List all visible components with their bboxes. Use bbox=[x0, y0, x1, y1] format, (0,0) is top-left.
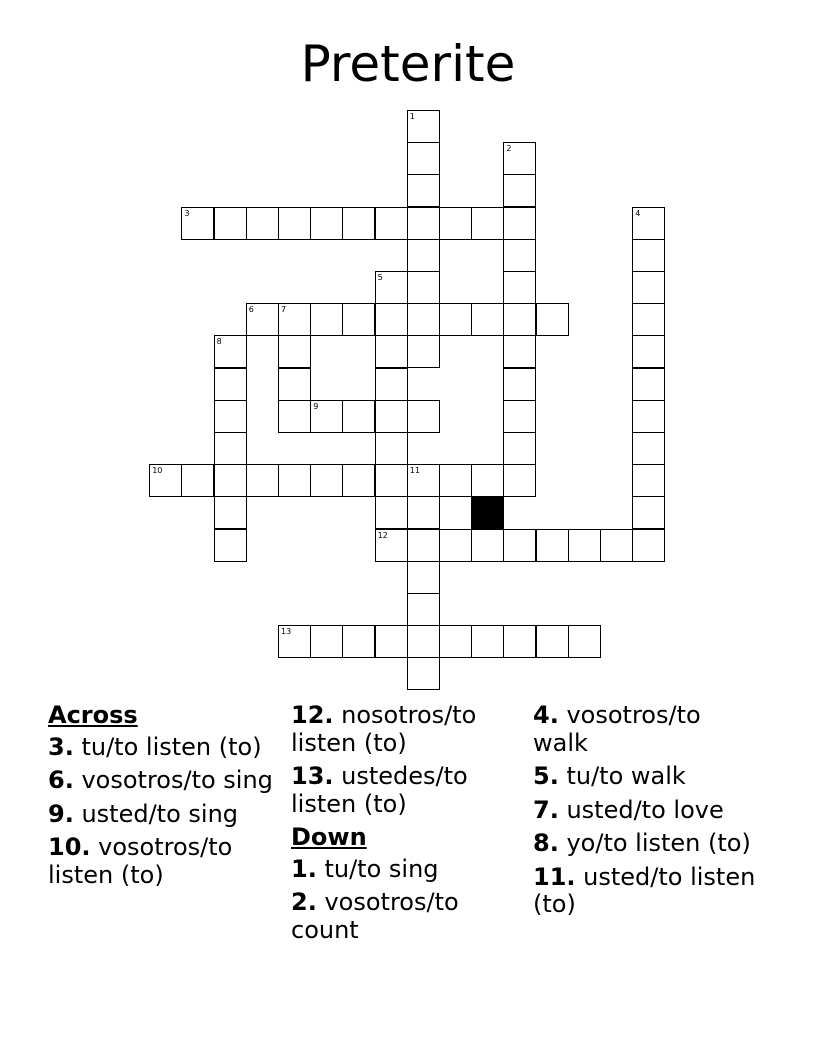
grid-cell[interactable] bbox=[503, 529, 536, 562]
grid-cell[interactable] bbox=[181, 207, 214, 240]
grid-cell[interactable] bbox=[407, 625, 440, 658]
grid-cell[interactable] bbox=[471, 529, 504, 562]
grid-cell[interactable] bbox=[407, 335, 440, 368]
grid-cell[interactable] bbox=[310, 207, 343, 240]
grid-cell[interactable] bbox=[503, 271, 536, 304]
clue-number: 5 bbox=[377, 273, 383, 282]
grid-cell[interactable] bbox=[503, 625, 536, 658]
clue-number: 2 bbox=[506, 144, 512, 154]
grid-cell[interactable] bbox=[439, 207, 472, 240]
grid-cell[interactable] bbox=[632, 239, 665, 272]
grid-cell[interactable] bbox=[536, 529, 569, 562]
grid-cell[interactable] bbox=[503, 142, 536, 175]
grid-cell[interactable] bbox=[214, 496, 247, 529]
grid-cell[interactable] bbox=[439, 625, 472, 658]
grid-cell[interactable] bbox=[407, 400, 440, 433]
clue-across-3: 3. tu/to listen (to) bbox=[48, 732, 262, 761]
grid-cell[interactable] bbox=[503, 207, 536, 240]
grid-cell[interactable] bbox=[632, 432, 665, 465]
grid-cell[interactable] bbox=[568, 625, 601, 658]
grid-cell[interactable] bbox=[407, 561, 440, 594]
grid-cell[interactable] bbox=[246, 464, 279, 497]
grid-cell[interactable] bbox=[471, 464, 504, 497]
clue-across-6: 6. vosotros/to sing bbox=[48, 766, 273, 794]
clue-down-1: 1. tu/to sing bbox=[291, 854, 439, 883]
clue-down-5: 5. tu/to walk bbox=[533, 762, 686, 790]
clue-number: 8 bbox=[216, 337, 222, 347]
grid-cell[interactable] bbox=[503, 303, 536, 336]
grid-cell[interactable] bbox=[375, 335, 408, 368]
grid-cell[interactable] bbox=[310, 625, 343, 658]
grid-cell[interactable] bbox=[278, 464, 311, 497]
grid-cell[interactable] bbox=[407, 207, 440, 240]
grid-cell[interactable] bbox=[214, 335, 247, 368]
grid-cell[interactable] bbox=[214, 464, 247, 497]
clue-number: 6 bbox=[248, 305, 254, 315]
grid-cell[interactable] bbox=[632, 464, 665, 497]
grid-cell[interactable] bbox=[503, 432, 536, 465]
grid-cell[interactable] bbox=[375, 303, 408, 336]
grid-cell[interactable] bbox=[342, 464, 375, 497]
clue-number: 10 bbox=[152, 466, 163, 476]
grid-cell[interactable] bbox=[503, 368, 536, 401]
grid-cell[interactable] bbox=[471, 207, 504, 240]
grid-cell[interactable] bbox=[342, 303, 375, 336]
grid-cell[interactable] bbox=[632, 400, 665, 433]
grid-cell[interactable] bbox=[278, 400, 311, 433]
grid-cell[interactable] bbox=[278, 303, 311, 336]
clue-column-3 bbox=[533, 702, 758, 925]
grid-cell[interactable] bbox=[375, 529, 408, 562]
clue-number: 1 bbox=[409, 112, 415, 121]
clue-down-4: 4. vosotros/to walk bbox=[533, 701, 701, 757]
grid-cell[interactable] bbox=[632, 335, 665, 368]
clue-across-10: 10. vosotros/to listen (to) bbox=[48, 833, 233, 889]
clue-down-2: 2. vosotros/to count bbox=[291, 888, 459, 944]
black-square bbox=[471, 496, 504, 529]
clue-across-9: 9. usted/to sing bbox=[48, 799, 239, 828]
clue-across-12: 12. nosotros/to listen (to) bbox=[291, 701, 477, 757]
grid-cell[interactable] bbox=[503, 174, 536, 207]
clue-across-13: 13. ustedes/to listen (to) bbox=[291, 762, 468, 818]
grid-cell[interactable] bbox=[407, 593, 440, 626]
grid-cell[interactable] bbox=[503, 464, 536, 497]
grid-cell[interactable] bbox=[632, 271, 665, 304]
grid-cell[interactable] bbox=[407, 142, 440, 175]
grid-cell[interactable] bbox=[407, 271, 440, 304]
clue-number: 9 bbox=[313, 401, 319, 411]
grid-cell[interactable] bbox=[568, 529, 601, 562]
grid-cell[interactable] bbox=[214, 368, 247, 401]
grid-cell[interactable] bbox=[632, 529, 665, 562]
grid-cell[interactable] bbox=[632, 368, 665, 401]
grid-cell[interactable] bbox=[471, 625, 504, 658]
grid-cell[interactable] bbox=[536, 625, 569, 658]
grid-cell[interactable] bbox=[246, 207, 279, 240]
grid-cell[interactable] bbox=[632, 207, 665, 240]
clue-number: 4 bbox=[635, 208, 641, 218]
grid-cell[interactable] bbox=[375, 464, 408, 497]
grid-cell[interactable] bbox=[342, 625, 375, 658]
clue-down-8: 8. yo/to listen (to) bbox=[533, 829, 751, 857]
grid-cell[interactable] bbox=[407, 529, 440, 562]
grid-cell[interactable] bbox=[375, 207, 408, 240]
grid-cell[interactable] bbox=[278, 207, 311, 240]
clue-column-2 bbox=[291, 702, 516, 950]
grid-cell[interactable] bbox=[632, 303, 665, 336]
grid-cell[interactable] bbox=[375, 496, 408, 529]
grid-cell[interactable] bbox=[407, 239, 440, 272]
grid-cell[interactable] bbox=[375, 400, 408, 433]
grid-cell[interactable] bbox=[310, 464, 343, 497]
clue-number: 3 bbox=[184, 208, 190, 218]
grid-cell[interactable] bbox=[600, 529, 633, 562]
grid-cell[interactable] bbox=[503, 400, 536, 433]
grid-cell[interactable] bbox=[407, 110, 440, 143]
clue-column-1 bbox=[48, 702, 273, 895]
grid-cell[interactable] bbox=[439, 529, 472, 562]
clue-number: 11 bbox=[409, 466, 420, 476]
grid-cell[interactable] bbox=[536, 303, 569, 336]
grid-cell[interactable] bbox=[246, 303, 279, 336]
grid-cell[interactable] bbox=[375, 368, 408, 401]
grid-cell[interactable] bbox=[214, 400, 247, 433]
grid-cell[interactable] bbox=[181, 464, 214, 497]
clue-down-7: 7. usted/to love bbox=[533, 795, 724, 824]
grid-cell[interactable] bbox=[439, 464, 472, 497]
grid-cell[interactable] bbox=[310, 303, 343, 336]
clue-down-11: 11. usted/to listen (to) bbox=[533, 862, 756, 918]
grid-cell[interactable] bbox=[342, 207, 375, 240]
grid-cell[interactable] bbox=[407, 657, 440, 690]
grid-cell[interactable] bbox=[439, 303, 472, 336]
across-heading: Across bbox=[48, 701, 138, 729]
clue-number: 7 bbox=[281, 305, 287, 315]
grid-cell[interactable] bbox=[407, 496, 440, 529]
grid-cell[interactable] bbox=[407, 464, 440, 497]
grid-cell[interactable] bbox=[375, 271, 408, 304]
grid-cell[interactable] bbox=[214, 207, 247, 240]
grid-cell[interactable] bbox=[407, 174, 440, 207]
grid-cell[interactable] bbox=[214, 529, 247, 562]
grid-cell[interactable] bbox=[471, 303, 504, 336]
grid-cell[interactable] bbox=[342, 400, 375, 433]
grid-cell[interactable] bbox=[632, 496, 665, 529]
clue-number: 13 bbox=[281, 627, 292, 637]
grid-cell[interactable] bbox=[149, 464, 182, 497]
grid-cell[interactable] bbox=[278, 335, 311, 368]
grid-cell[interactable] bbox=[214, 432, 247, 465]
puzzle-title: Preterite bbox=[300, 35, 516, 93]
grid-cell[interactable] bbox=[503, 335, 536, 368]
grid-cell[interactable] bbox=[278, 625, 311, 658]
clue-number: 12 bbox=[377, 530, 388, 540]
grid-cell[interactable] bbox=[375, 432, 408, 465]
grid-cell[interactable] bbox=[278, 368, 311, 401]
grid-cell[interactable] bbox=[503, 239, 536, 272]
grid-cell[interactable] bbox=[375, 625, 408, 658]
grid-cell[interactable] bbox=[310, 400, 343, 433]
grid-cell[interactable] bbox=[407, 303, 440, 336]
down-heading: Down bbox=[291, 823, 367, 851]
